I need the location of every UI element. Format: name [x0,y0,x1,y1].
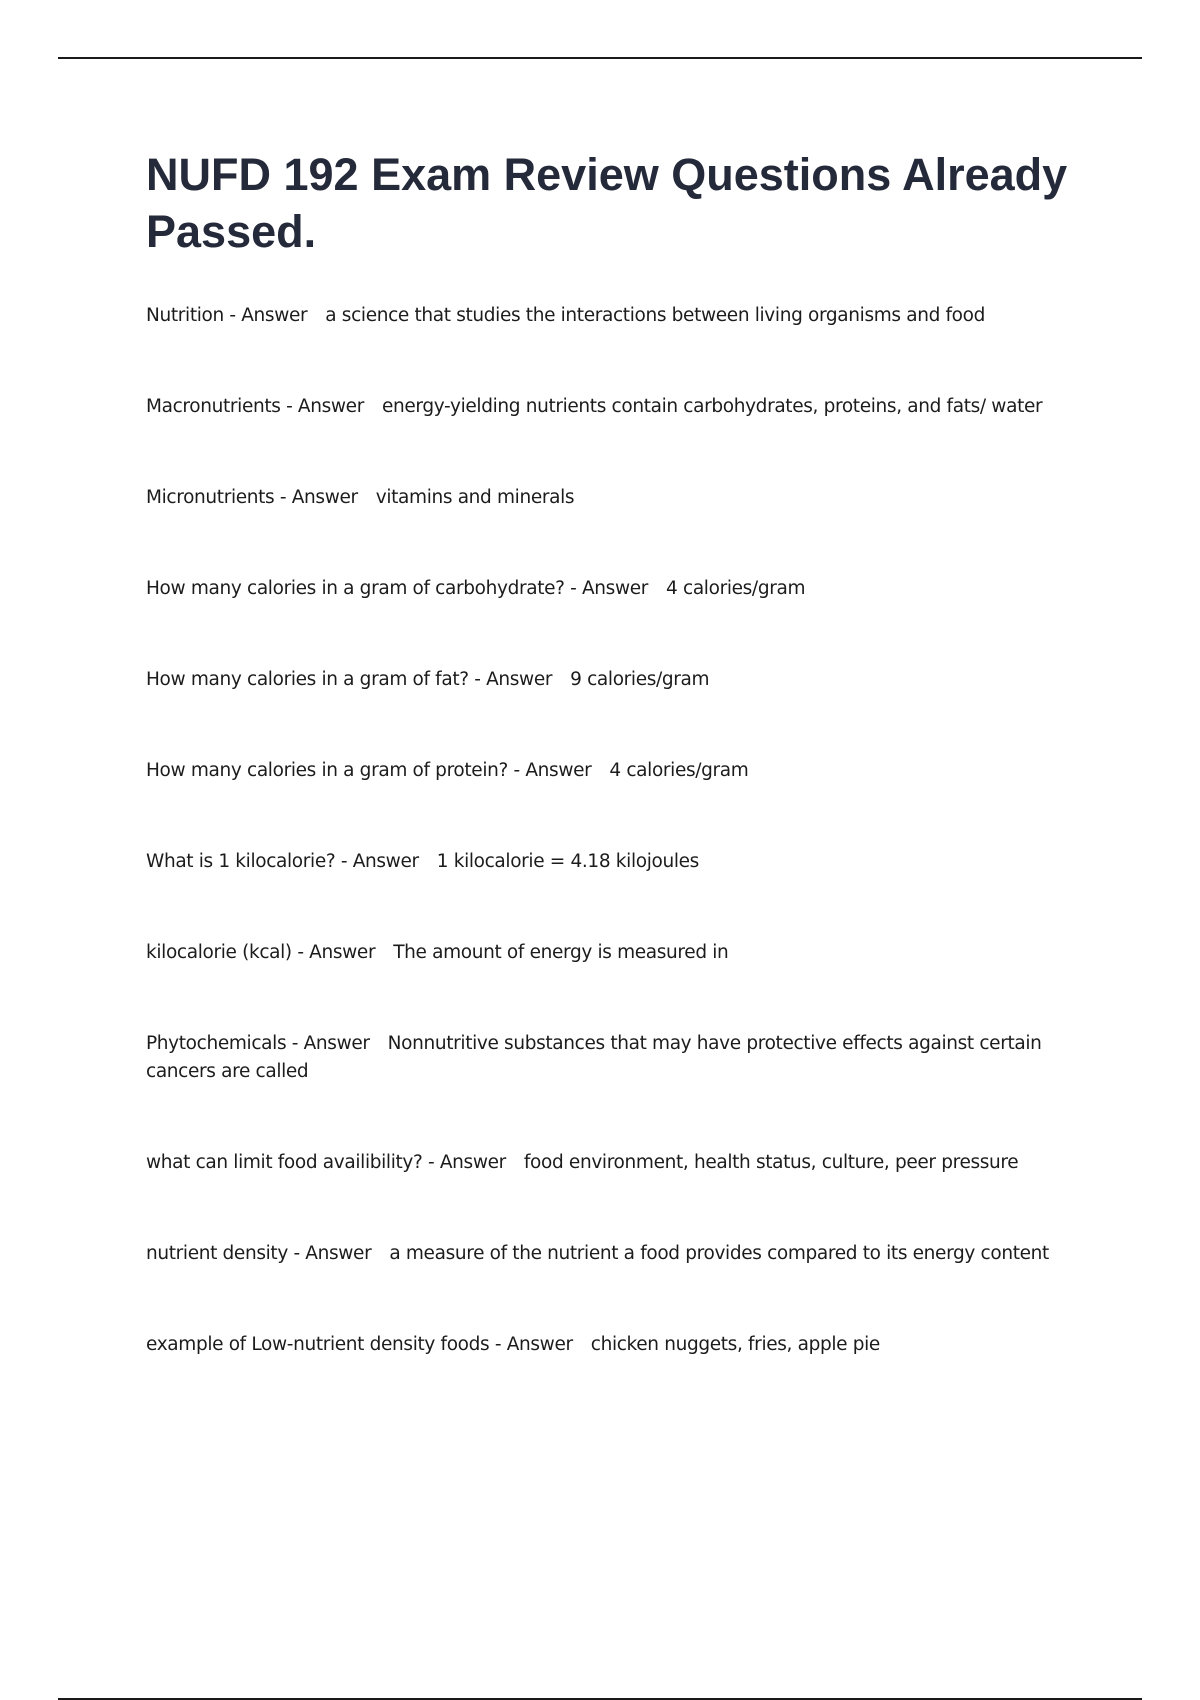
qa-item-phytochemicals [146,1030,1066,1086]
answer-text: 9 calories/gram [570,669,710,690]
question-text: Phytochemicals - Answer [146,1033,370,1054]
answer-text: 4 calories/gram [666,578,806,599]
answer-text: 1 kilocalorie = 4.18 kilojoules [436,851,699,872]
qa-item-micronutrients [146,484,1066,512]
qa-item-kilocalorie-def [146,848,1066,876]
question-text: what can limit food availibility? - Answer [146,1152,506,1173]
answer-text: a measure of the nutrient a food provides compared to its energy content [389,1243,1049,1264]
answer-text: Nonnutritive substances that may have protective effects against certain cancers are called [146,1033,1042,1082]
question-text: example of Low-nutrient density foods - Answer [146,1334,573,1355]
qa-item-food-availability [146,1149,1066,1177]
answer-text: a science that studies the interactions between living organisms and food [325,305,985,326]
qa-item-protein-calories [146,757,1066,785]
answer-text: chicken nuggets, fries, apple pie [590,1334,880,1355]
question-text: Nutrition - Answer [146,305,308,326]
question-text: What is 1 kilocalorie? - Answer [146,851,419,872]
question-text: How many calories in a gram of protein? - Answer [146,760,592,781]
answer-text: 4 calories/gram [609,760,749,781]
answer-text: vitamins and minerals [375,487,575,508]
answer-text: energy-yielding nutrients contain carbohydrates, proteins, and fats/ water [381,396,1043,417]
qa-list [146,302,1066,1422]
qa-item-low-density-foods [146,1331,1066,1359]
qa-item-carb-calories [146,575,1066,603]
question-text: kilocalorie (kcal) - Answer [146,942,376,963]
qa-item-kcal [146,939,1066,967]
qa-item-nutrient-density [146,1240,1066,1268]
qa-item-macronutrients [146,393,1066,421]
question-text: How many calories in a gram of fat? - Answer [146,669,553,690]
answer-text: The amount of energy is measured in [393,942,729,963]
answer-text: food environment, health status, culture, peer pressure [523,1152,1019,1173]
question-text: Micronutrients - Answer [146,487,358,508]
qa-item-nutrition [146,302,1066,330]
question-text: How many calories in a gram of carbohydrate? - Answer [146,578,649,599]
question-text: nutrient density - Answer [146,1243,372,1264]
question-text: Macronutrients - Answer [146,396,364,417]
top-divider [58,57,1142,59]
qa-item-fat-calories [146,666,1066,694]
page-title: NUFD 192 Exam Review Questions Already Passed. [146,149,1068,257]
